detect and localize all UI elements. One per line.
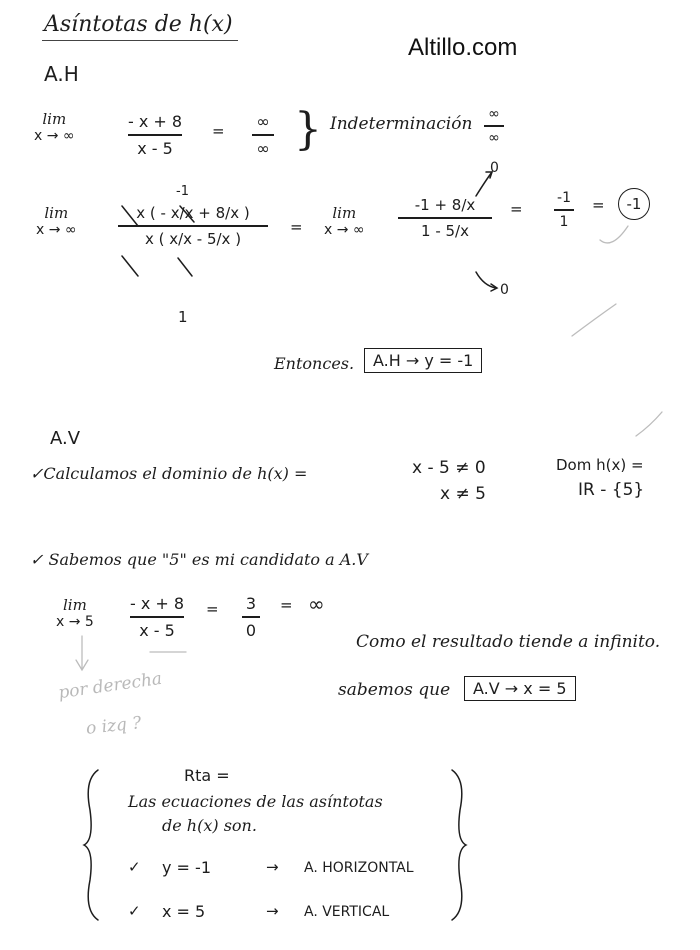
fraction-1-den: x - 5 <box>137 138 173 158</box>
fraction-1-result-den: ∞ <box>256 138 270 158</box>
dom-label: Dom h(x) = <box>556 456 644 474</box>
lim-1-label: lim <box>42 110 67 128</box>
av-result-box: A.V → x = 5 <box>464 676 576 701</box>
indeterminacion-den: ∞ <box>488 129 500 146</box>
indeterminacion-fraction <box>484 106 504 146</box>
page-title: Asíntotas de h(x) <box>44 12 233 37</box>
lim-1 <box>34 110 75 144</box>
result-circle: -1 <box>618 188 650 220</box>
answer-item-eq: y = -1 <box>162 858 211 877</box>
watermark: Altillo.com <box>408 34 518 61</box>
fraction-2-num: x ( - x/x + 8/x ) <box>136 204 250 222</box>
answer-line-1: Las ecuaciones de las asíntotas <box>128 792 383 811</box>
equals-1: = <box>212 122 225 140</box>
check-icon: ✓ <box>128 858 141 876</box>
fraction-4-den: 1 <box>559 213 569 230</box>
equals-4: = <box>592 196 605 214</box>
ah-result-box: A.H → y = -1 <box>364 348 482 373</box>
title-underline <box>42 40 238 41</box>
lim-2-label: lim <box>44 204 69 222</box>
fraction-3 <box>398 196 492 240</box>
fraction-1 <box>128 112 182 158</box>
arrow-right-icon: → <box>266 902 279 920</box>
tends-zero-top: 0 <box>490 160 499 176</box>
fraction-3-den: 1 - 5/x <box>421 221 469 240</box>
lim-4-sub: x → 5 <box>56 614 94 630</box>
fraction-6 <box>242 594 260 640</box>
fraction-6-num: 3 <box>245 594 257 613</box>
fraction-1-result <box>252 112 274 158</box>
fraction-5 <box>130 594 184 640</box>
check-icon: ✓ <box>128 902 141 920</box>
fraction-1-result-num: ∞ <box>256 112 270 131</box>
lim-4-label: lim <box>63 596 87 614</box>
fraction-4-num: -1 <box>557 190 571 206</box>
dom-value: IR - {5} <box>578 480 645 500</box>
equals-2: = <box>290 218 303 236</box>
indeterminacion-label: Indeterminación <box>330 114 473 134</box>
cancel-mark-top: -1 <box>176 184 189 199</box>
fraction-2 <box>118 204 268 248</box>
fraction-6-den: 0 <box>245 620 257 640</box>
brace-1: } <box>294 104 322 155</box>
domain-text: ✓Calculamos el dominio de h(x) = <box>30 464 308 483</box>
lim-4 <box>56 596 94 630</box>
tends-zero-bottom: 0 <box>500 282 509 298</box>
answer-item-label: A. HORIZONTAL <box>304 860 414 876</box>
lim-3-label: lim <box>332 204 357 222</box>
av-heading: A.V <box>50 428 81 449</box>
equals-3: = <box>510 200 523 218</box>
lim-2 <box>36 204 77 238</box>
domain-eq-1: x - 5 ≠ 0 <box>412 458 486 478</box>
lim-3 <box>324 204 365 238</box>
lim-2-sub: x → ∞ <box>36 222 77 238</box>
lim-3-sub: x → ∞ <box>324 222 365 238</box>
fraction-5-num: - x + 8 <box>130 594 185 613</box>
indeterminacion-num: ∞ <box>488 106 500 122</box>
faint-note-2: o izq ? <box>85 713 143 739</box>
cancel-mark-bottom: 1 <box>178 308 188 326</box>
domain-eq-2: x ≠ 5 <box>440 484 486 504</box>
av-limit-result: ∞ <box>308 592 325 616</box>
fraction-4 <box>554 190 574 230</box>
ah-heading: A.H <box>44 62 79 86</box>
arrow-right-icon: → <box>266 858 279 876</box>
fraction-2-den: x ( x/x - 5/x ) <box>144 229 242 248</box>
fraction-3-num: -1 + 8/x <box>414 196 476 214</box>
faint-note-1: por derecha <box>57 668 164 704</box>
answer-line-2: de h(x) son. <box>162 816 257 835</box>
fraction-5-den: x - 5 <box>139 620 175 640</box>
entonces-label: Entonces. <box>274 354 355 373</box>
answer-heading: Rta = <box>184 766 230 785</box>
fraction-1-num: - x + 8 <box>128 112 183 131</box>
equals-6: = <box>280 596 293 614</box>
equals-5: = <box>206 600 219 618</box>
comment-1: Como el resultado tiende a infinito. <box>356 632 661 652</box>
answer-item-eq: x = 5 <box>162 902 206 921</box>
answer-item-label: A. VERTICAL <box>304 904 390 920</box>
candidate-text: ✓ Sabemos que "5" es mi candidato a A.V <box>30 550 368 569</box>
comment-2: sabemos que <box>338 680 451 700</box>
lim-1-sub: x → ∞ <box>34 128 75 144</box>
